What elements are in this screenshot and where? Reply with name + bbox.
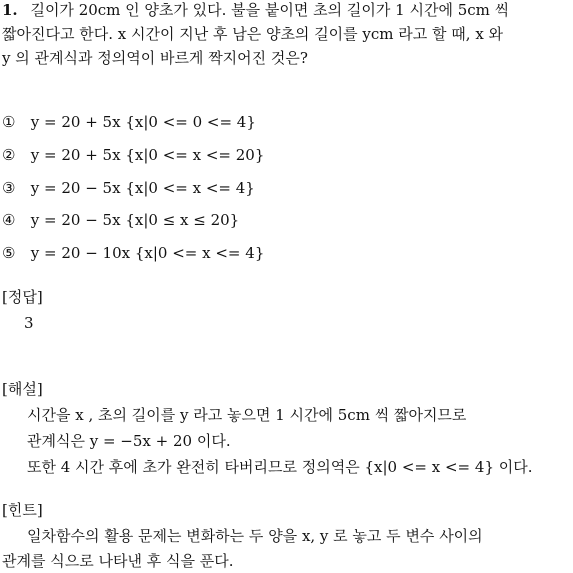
explanation-line-3: 또한 4 시간 후에 초가 완전히 타버리므로 정의역은 {x|0 <= x <= 4} 이다. bbox=[27, 458, 533, 476]
hint-line-2: 관계를 식으로 나타낸 후 식을 푼다. bbox=[2, 552, 234, 570]
answer-header: [정답] bbox=[2, 288, 43, 306]
explanation-line-1: 시간을 x , 초의 길이를 y 라고 놓으면 1 시간에 5cm 씩 짧아지므로 bbox=[27, 406, 467, 424]
option-5-text: y = 20 − 10x {x|0 <= x <= 4} bbox=[30, 244, 265, 262]
option-4-mark: ④ bbox=[2, 211, 16, 229]
option-4-text: y = 20 − 5x {x|0 ≤ x ≤ 20} bbox=[30, 211, 240, 229]
option-1-text: y = 20 + 5x {x|0 <= 0 <= 4} bbox=[30, 113, 256, 131]
option-2-text: y = 20 + 5x {x|0 <= x <= 20} bbox=[30, 146, 265, 164]
option-3-mark: ③ bbox=[2, 179, 16, 197]
option-3-text: y = 20 − 5x {x|0 <= x <= 4} bbox=[30, 179, 255, 197]
option-5 bbox=[2, 243, 264, 263]
question-number: 1. bbox=[2, 1, 18, 19]
option-3 bbox=[2, 178, 255, 198]
question-line-1 bbox=[2, 0, 509, 20]
option-2-mark: ② bbox=[2, 146, 16, 164]
hint-line-1: 일차함수의 활용 문제는 변화하는 두 양을 x, y 로 놓고 두 변수 사이의 bbox=[27, 527, 483, 545]
explanation-header: [해설] bbox=[2, 380, 43, 398]
answer-value: 3 bbox=[24, 314, 34, 332]
option-4 bbox=[2, 210, 239, 230]
option-5-mark: ⑤ bbox=[2, 244, 16, 262]
question-text-1: 길이가 20cm 인 양초가 있다. 불을 붙이면 초의 길이가 1 시간에 5cm 씩 bbox=[30, 1, 510, 19]
option-2 bbox=[2, 145, 264, 165]
explanation-line-2: 관계식은 y = −5x + 20 이다. bbox=[27, 432, 231, 450]
hint-header: [힌트] bbox=[2, 501, 43, 519]
question-line-2: 짧아진다고 한다. x 시간이 지난 후 남은 양초의 길이를 ycm 라고 할 때, x 와 bbox=[2, 25, 504, 43]
question-line-3: y 의 관계식과 정의역이 바르게 짝지어진 것은? bbox=[2, 49, 308, 67]
option-1-mark: ① bbox=[2, 113, 16, 131]
option-1 bbox=[2, 112, 256, 132]
